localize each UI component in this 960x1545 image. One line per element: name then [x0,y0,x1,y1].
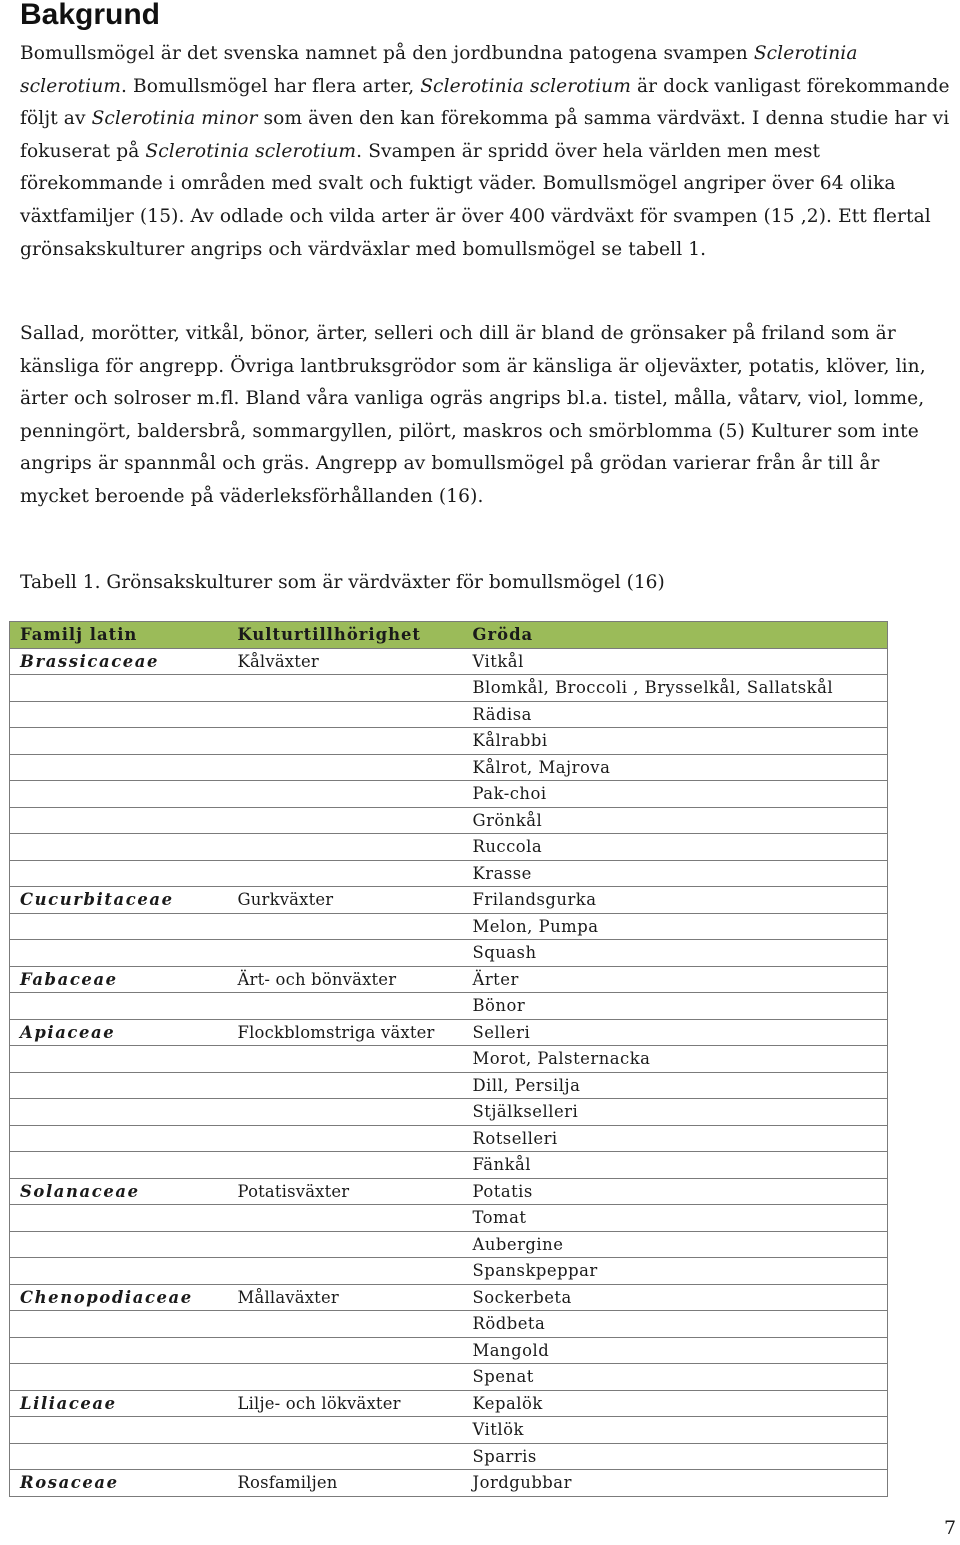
header-culture: Kulturtillhörighet [228,622,463,649]
table-row [10,1046,888,1073]
culture-cell [228,1417,463,1444]
family-cell: Rosaceae [10,1470,228,1497]
crop-cell: Rotselleri [463,1125,888,1152]
crop-cell: Kepalök [463,1390,888,1417]
section-heading: Bakgrund [20,0,161,31]
culture-cell [228,860,463,887]
culture-cell: Mållaväxter [228,1284,463,1311]
family-cell [10,1231,228,1258]
culture-cell: Lilje- och lökväxter [228,1390,463,1417]
crop-cell: Sparris [463,1443,888,1470]
family-cell [10,1205,228,1232]
table-row [10,966,888,993]
family-cell [10,1311,228,1338]
family-cell [10,1099,228,1126]
crop-cell: Melon, Pumpa [463,913,888,940]
host-crops-table [9,621,888,1497]
crop-cell: Spanskpeppar [463,1258,888,1285]
crop-cell: Stjälkselleri [463,1099,888,1126]
family-cell [10,807,228,834]
family-cell [10,1364,228,1391]
culture-cell: Ärt- och bönväxter [228,966,463,993]
culture-cell [228,913,463,940]
table-row [10,754,888,781]
culture-cell: Flockblomstriga växter [228,1019,463,1046]
header-family: Familj latin [10,622,228,649]
text-run: Bomullsmögel är det svenska namnet på den jordbundna patogena svampen [20,43,754,64]
species-name: Sclerotinia sclerotium [20,43,858,97]
culture-cell [228,1337,463,1364]
culture-cell: Gurkväxter [228,887,463,914]
family-cell [10,675,228,702]
paragraph-background [20,38,950,266]
culture-cell [228,754,463,781]
family-cell [10,781,228,808]
table-row [10,807,888,834]
family-cell [10,701,228,728]
table-caption: Tabell 1. Grönsakskulturer som är värdväxter för bomullsmögel (16) [20,572,665,593]
culture-cell [228,1443,463,1470]
table-row [10,834,888,861]
crop-cell: Grönkål [463,807,888,834]
crop-cell: Vitlök [463,1417,888,1444]
culture-cell: Kålväxter [228,648,463,675]
table-row [10,860,888,887]
culture-cell: Potatisväxter [228,1178,463,1205]
crop-cell: Pak-choi [463,781,888,808]
crop-cell: Fänkål [463,1152,888,1179]
culture-cell [228,1258,463,1285]
family-cell [10,1072,228,1099]
crop-cell: Mangold [463,1337,888,1364]
crop-cell: Rädisa [463,701,888,728]
family-cell: Fabaceae [10,966,228,993]
family-cell [10,940,228,967]
table-row [10,1099,888,1126]
culture-cell [228,1152,463,1179]
table-row [10,701,888,728]
culture-cell [228,701,463,728]
family-cell [10,1152,228,1179]
family-cell [10,913,228,940]
table-row [10,913,888,940]
crop-cell: Spenat [463,1364,888,1391]
culture-cell [228,1046,463,1073]
crop-cell: Morot, Palsternacka [463,1046,888,1073]
crop-cell: Sockerbeta [463,1284,888,1311]
table-row [10,781,888,808]
crop-cell: Bönor [463,993,888,1020]
family-cell: Liliaceae [10,1390,228,1417]
culture-cell [228,1099,463,1126]
table-row [10,1231,888,1258]
culture-cell [228,728,463,755]
crop-cell: Potatis [463,1178,888,1205]
table-row [10,1178,888,1205]
table-row [10,1125,888,1152]
table-row [10,887,888,914]
crop-cell: Dill, Persilja [463,1072,888,1099]
culture-cell [228,1364,463,1391]
text-run: . Bomullsmögel har flera arter, [121,75,421,97]
table-row [10,675,888,702]
crop-cell: Frilandsgurka [463,887,888,914]
culture-cell [228,940,463,967]
page-number: 7 [944,1517,957,1539]
family-cell [10,754,228,781]
family-cell: Solanaceae [10,1178,228,1205]
family-cell: Chenopodiaceae [10,1284,228,1311]
text-run: . Svampen är spridd över hela världen men mest förekommande i områden med svalt och fuktigt väder. Bomullsmögel angriper över 64 olika växtfamiljer (15). Av odlade och vilda arter är över 400 värdväxt för svampen (15 ,2). Ett flertal grönsakskulturer angrips och värdväxlar med bomullsmögel se tabell 1. [20,140,931,260]
family-cell [10,993,228,1020]
table-row [10,1311,888,1338]
crop-cell: Rödbeta [463,1311,888,1338]
table-row [10,1443,888,1470]
table-row [10,1337,888,1364]
table-row [10,1470,888,1497]
culture-cell [228,807,463,834]
family-cell [10,1046,228,1073]
family-cell [10,728,228,755]
table-row [10,940,888,967]
crop-cell: Jordgubbar [463,1470,888,1497]
crop-cell: Tomat [463,1205,888,1232]
family-cell [10,1337,228,1364]
culture-cell [228,781,463,808]
family-cell [10,1125,228,1152]
culture-cell: Rosfamiljen [228,1470,463,1497]
table-row [10,1284,888,1311]
species-name: Sclerotinia sclerotium [420,75,631,97]
species-name: Sclerotinia minor [91,108,258,130]
culture-cell [228,1125,463,1152]
table-row [10,1258,888,1285]
table-row [10,993,888,1020]
family-cell [10,860,228,887]
paragraph-host-crops: Sallad, morötter, vitkål, bönor, ärter, selleri och dill är bland de grönsaker på friland som är känsliga för angrepp. Övriga lantbruksgrödor som är känsliga är oljeväxter, potatis, klöver, lin, ärter och solroser m.fl. Bland våra vanliga ogräs angrips bl.a. tistel, målla, våtarv, viol, lomme, penningört, baldersbrå, sommargyllen, pilört, maskros och smörblomma (5) Kulturer som inte angrips är spannmål och gräs. Angrepp av bomullsmögel på grödan varierar från år till år mycket beroende på väderleksförhållanden (16). [20,323,926,507]
table-row [10,1390,888,1417]
culture-cell [228,1311,463,1338]
crop-cell: Squash [463,940,888,967]
table-row [10,1019,888,1046]
text-run: är dock vanligast förekommande följt av [20,75,950,130]
family-cell [10,1443,228,1470]
culture-cell [228,1231,463,1258]
header-crop: Gröda [463,622,888,649]
table-row [10,728,888,755]
family-cell: Brassicaceae [10,648,228,675]
crop-cell: Aubergine [463,1231,888,1258]
crop-cell: Kålrot, Majrova [463,754,888,781]
table-row [10,1364,888,1391]
crop-cell: Vitkål [463,648,888,675]
family-cell [10,834,228,861]
table-row [10,1072,888,1099]
species-name: Sclerotinia sclerotium [145,140,357,162]
crop-cell: Selleri [463,1019,888,1046]
table-row [10,1152,888,1179]
culture-cell [228,675,463,702]
crop-cell: Blomkål, Broccoli , Brysselkål, Sallatskål [463,675,888,702]
culture-cell [228,834,463,861]
text-run: som även den kan förekomma på samma värdväxt. I denna studie har vi fokuserat på [20,108,950,162]
culture-cell [228,993,463,1020]
crop-cell: Ruccola [463,834,888,861]
table-row [10,1417,888,1444]
family-cell: Apiaceae [10,1019,228,1046]
crop-cell: Krasse [463,860,888,887]
table-header-row [10,622,888,649]
family-cell [10,1417,228,1444]
family-cell: Cucurbitaceae [10,887,228,914]
table-row [10,648,888,675]
culture-cell [228,1205,463,1232]
crop-cell: Ärter [463,966,888,993]
family-cell [10,1258,228,1285]
table-row [10,1205,888,1232]
culture-cell [228,1072,463,1099]
crop-cell: Kålrabbi [463,728,888,755]
